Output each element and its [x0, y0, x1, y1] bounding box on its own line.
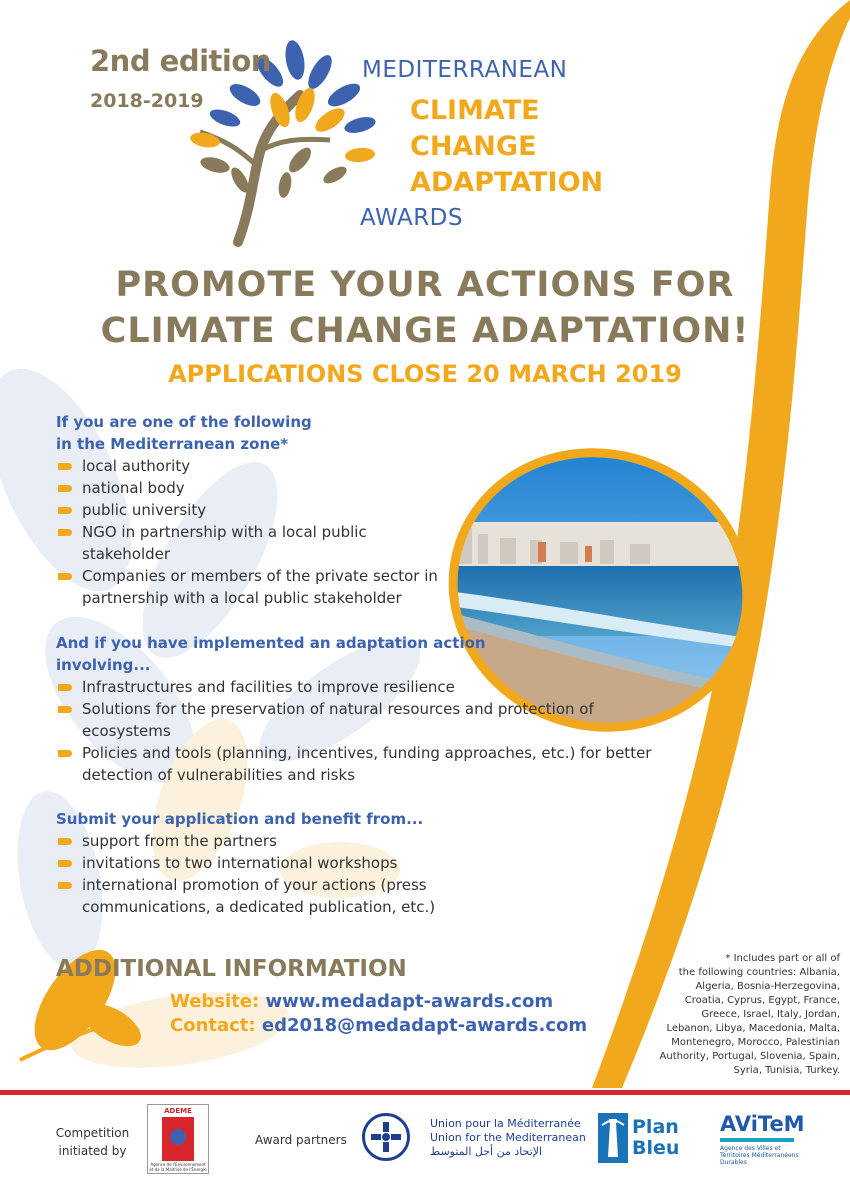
benefits-heading: Submit your application and benefit from... — [56, 810, 424, 828]
list-item: Infrastructures and facilities to improve resilience — [58, 676, 658, 698]
list-item: Solutions for the preservation of natural resources and protection of ecosystems — [58, 698, 602, 742]
deadline-banner: APPLICATIONS CLOSE 20 MARCH 2019 — [168, 360, 682, 388]
bullet-arrow-icon — [58, 463, 72, 470]
additional-info-heading: ADDITIONAL INFORMATION — [56, 956, 407, 982]
bullet-arrow-icon — [58, 684, 72, 691]
eligibility-heading-line-2: in the Mediterranean zone* — [56, 435, 289, 453]
lighthouse-icon — [598, 1113, 628, 1163]
website-link[interactable]: www.medadapt-awards.com — [265, 991, 554, 1012]
logo-climate: CLIMATE — [410, 95, 540, 126]
website-row — [170, 990, 553, 1014]
competition-initiated-by: Competition initiated by — [55, 1126, 130, 1158]
actions-heading — [56, 632, 486, 676]
logo-change: CHANGE — [410, 131, 537, 162]
edition-years: 2018-2019 — [90, 90, 204, 112]
logo-awards: AWARDS — [360, 205, 463, 231]
list-item: support from the partners — [58, 830, 498, 852]
list-item: international promotion of your actions (press communications, a dedicated publication, etc.) — [58, 874, 498, 918]
actions-list — [58, 676, 658, 786]
logo-mediterranean: MEDITERRANEAN — [362, 57, 568, 83]
list-item: public university — [58, 499, 388, 521]
benefits-list — [58, 830, 498, 918]
footnote-line: Syria, Tunisia, Turkey. — [733, 1065, 840, 1076]
actions-heading-line-2: involving... — [56, 656, 151, 674]
contact-email-link[interactable]: ed2018@medadapt-awards.com — [261, 1015, 588, 1036]
title-line-1: PROMOTE YOUR ACTIONS FOR — [115, 265, 735, 305]
bullet-arrow-icon — [58, 860, 72, 867]
footnote-line: Authority, Portugal, Slovenia, Spain, — [659, 1051, 840, 1062]
list-item: Policies and tools (planning, incentives, funding approaches, etc.) for better detection of vulnerabilities and risks — [58, 742, 658, 786]
footnote-line: Croatia, Cyprus, Egypt, France, — [684, 995, 840, 1006]
ufm-logo-text: Union pour la Méditerranée Union for the Mediterranean الإتحاد من أجل المتوسط — [430, 1117, 586, 1158]
actions-heading-line-1: And if you have implemented an adaptation action — [56, 634, 486, 652]
avitem-logo[interactable]: AViTeM Agence des Villes et Territoires Méditerranéens Durables — [720, 1112, 805, 1166]
footnote-line: the following countries: Albania, — [678, 967, 840, 978]
list-item: NGO in partnership with a local public stakeholder — [58, 521, 372, 565]
contact-label: Contact: — [170, 1015, 256, 1036]
bullet-arrow-icon — [58, 507, 72, 514]
title-line-2: CLIMATE CHANGE ADAPTATION! — [100, 311, 750, 351]
bullet-arrow-icon — [58, 529, 72, 536]
bullet-arrow-icon — [58, 706, 72, 713]
ademe-logo[interactable]: ADEME Agence de l'Environnement et de la Maîtrise de l'Énergie — [147, 1104, 209, 1174]
edition-label: 2nd edition — [90, 44, 271, 78]
ufm-logo-icon[interactable] — [362, 1113, 410, 1161]
list-item: local authority — [58, 455, 388, 477]
footnote-line: Montenegro, Morocco, Palestinian — [671, 1037, 840, 1048]
footnote-line: Algeria, Bosnia-Herzegovina, — [695, 981, 840, 992]
logo-adaptation: ADAPTATION — [410, 167, 604, 198]
eligibility-heading-line-1: If you are one of the following — [56, 413, 312, 431]
contact-row — [170, 1014, 587, 1038]
bullet-arrow-icon — [58, 882, 72, 889]
countries-footnote — [600, 952, 840, 1078]
list-item: national body — [58, 477, 388, 499]
page-title — [60, 262, 790, 354]
logo-climate-change-adaptation — [410, 93, 603, 201]
plan-bleu-logo[interactable]: Plan Bleu — [598, 1113, 698, 1163]
globe-icon — [170, 1129, 186, 1145]
footnote-line: Lebanon, Libya, Macedonia, Malta, — [666, 1023, 840, 1034]
footnote-line: * Includes part or all of — [725, 953, 840, 964]
bullet-arrow-icon — [58, 838, 72, 845]
footnote-line: Greece, Israel, Italy, Jordan, — [701, 1009, 840, 1020]
list-item: invitations to two international workshops — [58, 852, 498, 874]
bullet-arrow-icon — [58, 573, 72, 580]
bullet-arrow-icon — [58, 750, 72, 757]
eligibility-list — [58, 455, 438, 609]
award-partners-label: Award partners — [255, 1133, 347, 1147]
bullet-arrow-icon — [58, 485, 72, 492]
list-item: Companies or members of the private sector in partnership with a local public stakeholder — [58, 565, 442, 609]
website-label: Website: — [170, 991, 260, 1012]
eligibility-heading — [56, 411, 312, 455]
footer-divider — [0, 1090, 850, 1095]
